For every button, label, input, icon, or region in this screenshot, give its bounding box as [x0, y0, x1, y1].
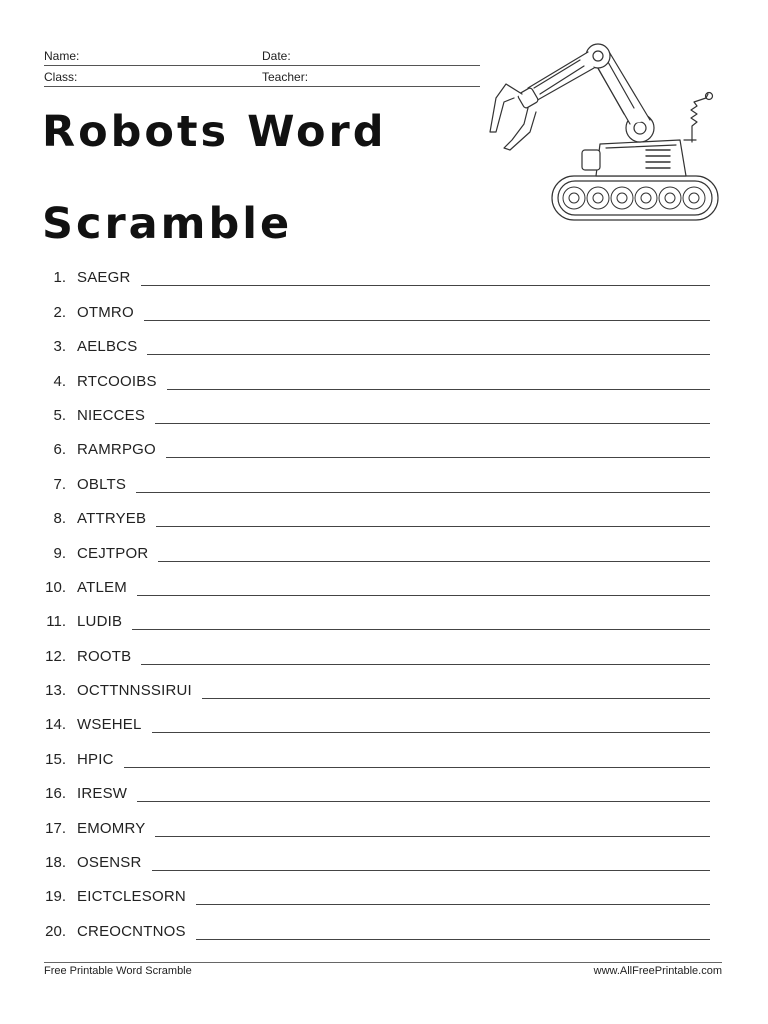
answer-line[interactable] [132, 628, 710, 630]
scrambled-word: ATTRYEB [77, 510, 147, 528]
answer-line[interactable] [152, 731, 710, 733]
scramble-item [44, 665, 710, 699]
item-number: 4. [53, 372, 66, 390]
scramble-item [44, 630, 710, 664]
answer-line[interactable] [141, 284, 710, 286]
class-teacher-row [44, 66, 480, 87]
answer-line[interactable] [167, 388, 710, 390]
scrambled-word: WSEHEL [77, 716, 142, 734]
footer-left-text: Free Printable Word Scramble [44, 965, 192, 977]
header-fields [44, 45, 480, 87]
item-number: 9. [53, 544, 66, 562]
scrambled-word: CEJTPOR [77, 544, 149, 562]
scramble-item [44, 355, 710, 389]
item-number: 14. [45, 716, 66, 734]
item-number: 12. [45, 647, 66, 665]
item-number: 20. [45, 922, 66, 940]
scrambled-word: OTMRO [77, 303, 134, 321]
item-number: 13. [45, 682, 66, 700]
scramble-item [44, 596, 710, 630]
title-line-2: Scramble [42, 199, 293, 249]
scrambled-word: CREOCNTNOS [77, 922, 186, 940]
answer-line[interactable] [147, 353, 710, 355]
footer-website-link[interactable]: www.AllFreePrintable.com [593, 965, 722, 977]
item-number: 3. [53, 338, 66, 356]
scrambled-word: NIECCES [77, 406, 146, 424]
page-title [42, 86, 492, 270]
scramble-item [44, 699, 710, 733]
answer-line[interactable] [136, 491, 710, 493]
scramble-item [44, 390, 710, 424]
scramble-item [44, 527, 710, 561]
scrambled-word: RTCOOIBS [77, 372, 157, 390]
scramble-item [44, 493, 710, 527]
scrambled-word: LUDIB [77, 613, 123, 631]
answer-line[interactable] [144, 319, 710, 321]
scramble-item [44, 802, 710, 836]
name-label: Name: [44, 49, 80, 63]
answer-line[interactable] [155, 835, 710, 837]
scramble-item [44, 871, 710, 905]
scrambled-word: OBLTS [77, 475, 127, 493]
scrambled-word: OSENSR [77, 854, 142, 872]
scrambled-word: EMOMRY [77, 819, 146, 837]
item-number: 10. [45, 578, 66, 596]
date-label: Date: [262, 49, 291, 63]
scrambled-word: HPIC [77, 750, 114, 768]
item-number: 2. [53, 303, 66, 321]
scrambled-word: IRESW [77, 785, 128, 803]
answer-line[interactable] [158, 560, 710, 562]
scramble-item [44, 768, 710, 802]
answer-line[interactable] [152, 869, 710, 871]
scrambled-word: AELBCS [77, 338, 138, 356]
answer-line[interactable] [141, 663, 710, 665]
name-date-row [44, 45, 480, 66]
answer-line[interactable] [156, 525, 710, 527]
answer-line[interactable] [137, 594, 710, 596]
title-line-1: Robots Word [42, 107, 387, 157]
scramble-item [44, 733, 710, 767]
item-number: 17. [45, 819, 66, 837]
item-number: 1. [53, 269, 66, 287]
scramble-item [44, 837, 710, 871]
answer-line[interactable] [137, 800, 710, 802]
answer-line[interactable] [155, 422, 710, 424]
scramble-list [44, 252, 710, 940]
scrambled-word: ROOTB [77, 647, 132, 665]
scramble-item [44, 458, 710, 492]
page-footer [44, 962, 722, 977]
scrambled-word: RAMRPGO [77, 441, 156, 459]
item-number: 7. [53, 475, 66, 493]
answer-line[interactable] [166, 456, 710, 458]
item-number: 16. [45, 785, 66, 803]
scramble-item [44, 252, 710, 286]
teacher-label: Teacher: [262, 70, 309, 84]
answer-line[interactable] [196, 903, 710, 905]
scramble-item [44, 562, 710, 596]
answer-line[interactable] [202, 697, 710, 699]
class-label: Class: [44, 70, 78, 84]
item-number: 8. [53, 510, 66, 528]
item-number: 18. [45, 854, 66, 872]
scramble-item [44, 424, 710, 458]
item-number: 5. [53, 406, 66, 424]
scramble-item [44, 286, 710, 320]
scramble-item [44, 321, 710, 355]
scrambled-word: EICTCLESORN [77, 888, 186, 906]
item-number: 15. [45, 750, 66, 768]
item-number: 19. [45, 888, 66, 906]
scrambled-word: OCTTNNSSIRUI [77, 682, 192, 700]
scrambled-word: SAEGR [77, 269, 131, 287]
item-number: 11. [46, 613, 66, 631]
item-number: 6. [53, 441, 66, 459]
answer-line[interactable] [196, 938, 710, 940]
scrambled-word: ATLEM [77, 578, 127, 596]
robot-arm-tank-icon [484, 40, 728, 226]
answer-line[interactable] [124, 766, 710, 768]
scramble-item [44, 905, 710, 939]
